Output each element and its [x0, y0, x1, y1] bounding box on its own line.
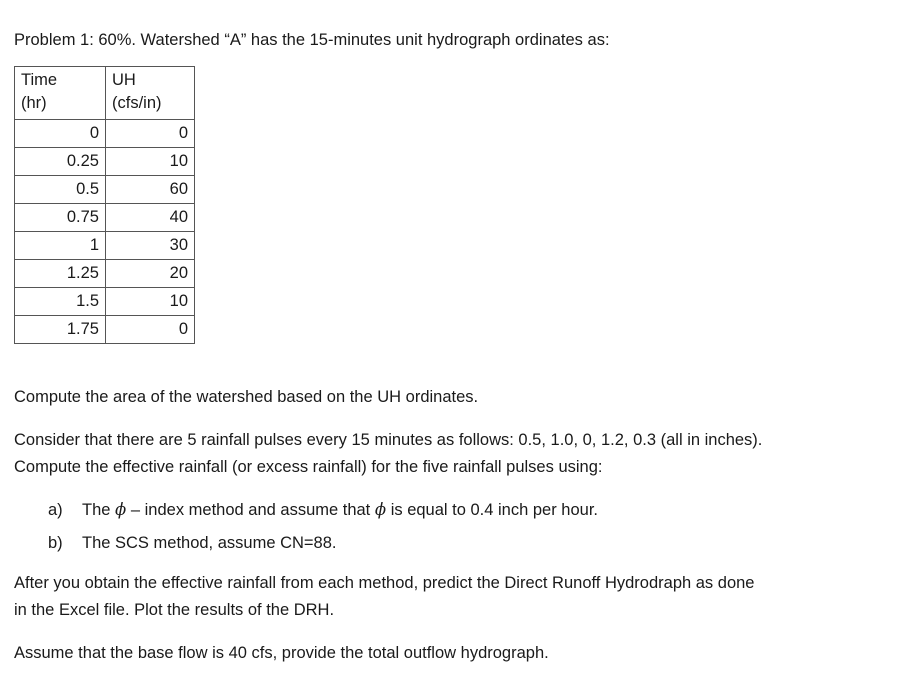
item-b-text: The SCS method, assume CN=88.	[82, 534, 337, 552]
table-row	[15, 120, 195, 148]
uh-cell: 40	[106, 204, 195, 232]
time-cell: 0.5	[15, 176, 106, 204]
uh-cell: 30	[106, 232, 195, 260]
table-header-row	[15, 67, 195, 120]
unit-hydrograph-table	[14, 66, 195, 344]
table-row	[15, 232, 195, 260]
uh-cell: 60	[106, 176, 195, 204]
time-cell: 0.75	[15, 204, 106, 232]
consider-text-line1: Consider that there are 5 rainfall pulses every 15 minutes as follows: 0.5, 1.0, 0, 1.2, 0.3 (all in inches).	[14, 431, 763, 449]
table-row	[15, 148, 195, 176]
table-row	[15, 288, 195, 316]
list-item-b	[48, 533, 337, 553]
item-a-label: a)	[48, 501, 63, 519]
compute-area-text: Compute the area of the watershed based on the UH ordinates.	[14, 388, 479, 406]
uh-cell: 0	[106, 120, 195, 148]
uh-cell: 20	[106, 260, 195, 288]
table-row	[15, 176, 195, 204]
item-a-pre: The	[82, 501, 116, 519]
problem-title: Problem 1: 60%. Watershed “A” has the 15-minutes unit hydrograph ordinates as:	[14, 31, 610, 49]
item-b-label: b)	[48, 534, 63, 552]
uh-cell: 10	[106, 288, 195, 316]
list-item-a	[48, 500, 598, 520]
time-cell: 1	[15, 232, 106, 260]
time-cell: 1.75	[15, 316, 106, 344]
uh-column-header	[106, 67, 195, 120]
consider-text-line2: Compute the effective rainfall (or excess rainfall) for the five rainfall pulses using:	[14, 458, 603, 476]
base-flow-text: Assume that the base flow is 40 cfs, provide the total outflow hydrograph.	[14, 644, 549, 662]
after-text-line1: After you obtain the effective rainfall from each method, predict the Direct Runoff Hydrodraph as done	[14, 574, 755, 592]
time-cell: 1.25	[15, 260, 106, 288]
item-a-mid: – index method and assume that	[126, 501, 375, 519]
table-row	[15, 260, 195, 288]
uh-cell: 0	[106, 316, 195, 344]
time-header-line2: (hr)	[21, 94, 47, 112]
after-text-line2: in the Excel file. Plot the results of the DRH.	[14, 601, 335, 619]
phi-symbol: ϕ	[374, 500, 387, 519]
time-cell: 1.5	[15, 288, 106, 316]
uh-cell: 10	[106, 148, 195, 176]
table-row	[15, 316, 195, 344]
time-column-header	[15, 67, 106, 120]
time-cell: 0.25	[15, 148, 106, 176]
time-cell: 0	[15, 120, 106, 148]
item-a-post: is equal to 0.4 inch per hour.	[386, 501, 598, 519]
table-row	[15, 204, 195, 232]
phi-symbol: ϕ	[115, 500, 127, 519]
time-header-line1: Time	[21, 71, 58, 89]
uh-header-line2: (cfs/in)	[112, 94, 162, 112]
uh-header-line1: UH	[112, 71, 136, 89]
